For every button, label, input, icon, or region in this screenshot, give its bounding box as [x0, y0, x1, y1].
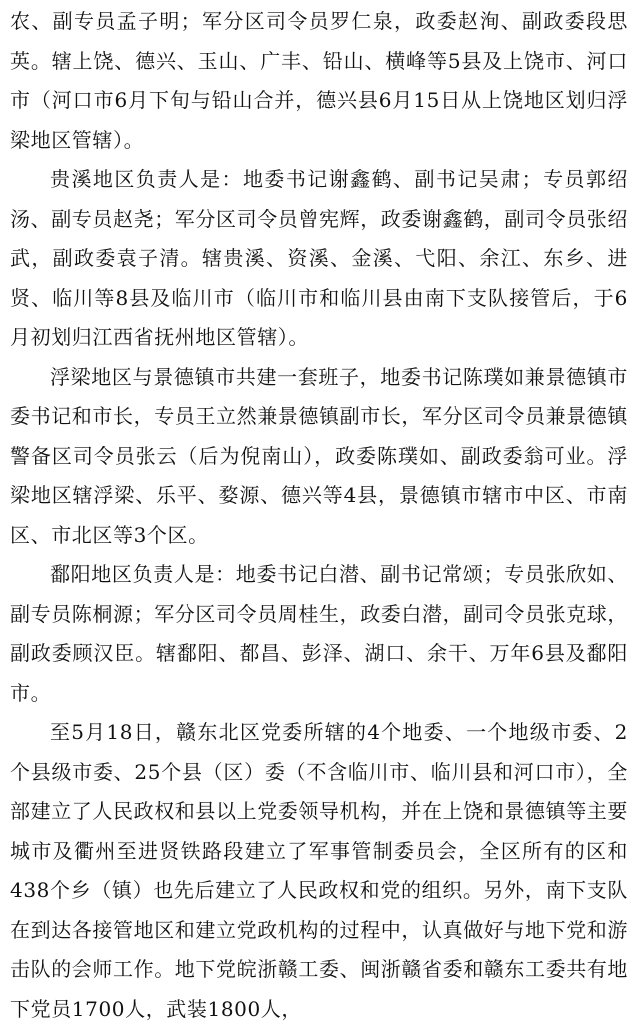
- paragraph-summary: 至5月18日，赣东北区党委所辖的4个地委、一个地级市委、2个县级市委、25个县（区）委（不含临川市、临川县和河口市），全部建立了人民政权和县以上党委领导机构，并在上饶和景德镇等主要城市及衢州至进贤铁路段建立了军事管制委员会，全区所有的区和438个乡（镇）也先后建立了人民政权和党的组织。另外，南下支队在到达各接管地区和建立党政机构的过程中，认真做好与地下党和游击队的会师工作。地下党皖浙赣工委、闽浙赣省委和赣东工委共有地下党员1700人，武装1800人，: [10, 720, 628, 1021]
- paragraph-guixi-region: 贵溪地区负责人是：地委书记谢鑫鹤、副书记吴肃；专员郭绍汤、副专员赵尧；军分区司令员曾宪辉，政委谢鑫鹤，副司令员张绍武，副政委袁子清。辖贵溪、资溪、金溪、弋阳、余江、东乡、进贤、临川等8县及临川市（临川市和临川县由南下支队接管后，于6月初划归江西省抚州地区管辖）。: [10, 167, 628, 349]
- paragraph-poyang-region: 鄱阳地区负责人是：地委书记白潜、副书记常颂；专员张欣如、副专员陈桐源；军分区司令员周桂生，政委白潜，副司令员张克球，副政委顾汉臣。辖鄱阳、都昌、彭泽、湖口、余干、万年6县及鄱阳市。: [10, 562, 628, 705]
- paragraph-continued: 农、副专员孟子明；军分区司令员罗仁泉，政委赵洵、副政委段思英。辖上饶、德兴、玉山、广丰、铅山、横峰等5县及上饶市、河口市（河口市6月下旬与铅山合并，德兴县6月15日从上饶地区划归浮梁地区管辖）。: [10, 9, 628, 152]
- paragraph-fuliang-region: 浮梁地区与景德镇市共建一套班子，地委书记陈璞如兼景德镇市委书记和市长，专员王立然兼景德镇副市长，军分区司令员兼景德镇警备区司令员张云（后为倪南山），政委陈璞如、副政委翁可业。浮梁地区辖浮梁、乐平、婺源、德兴等4县，景德镇市辖市中区、市南区、市北区等3个区。: [10, 364, 628, 547]
